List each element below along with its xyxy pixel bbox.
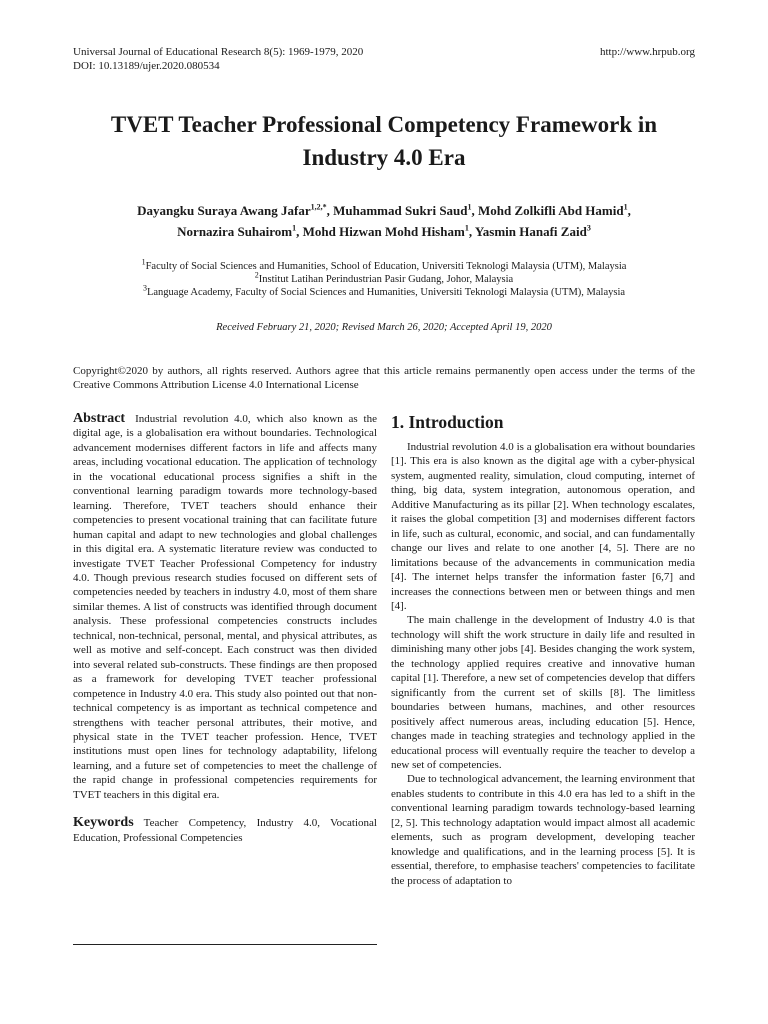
paper-title bbox=[40, 108, 728, 174]
author-sup: 1 bbox=[292, 223, 297, 233]
affiliation bbox=[40, 283, 728, 299]
author-sup: 3 bbox=[586, 223, 591, 233]
affiliation-sup: 2 bbox=[254, 270, 259, 280]
journal-url[interactable]: http://www.hrpub.org bbox=[599, 46, 695, 58]
section-heading-introduction: 1. Introduction bbox=[391, 412, 504, 432]
right-column bbox=[391, 412, 695, 888]
keywords-text: Teacher Competency, Industry 4.0, Vocational Education, Professional Competencies bbox=[73, 817, 377, 844]
author-sep: , bbox=[627, 203, 631, 218]
affiliation-text: Language Academy, Faculty of Social Sciences and Humanities, Universiti Teknologi Malaysia (UTM), Malaysia bbox=[146, 287, 626, 298]
author-list bbox=[40, 200, 728, 242]
author-line-1 bbox=[40, 200, 728, 221]
author-name: , Mohd Zolkifli Abd Hamid bbox=[471, 203, 624, 218]
doi[interactable]: DOI: 10.13189/ujer.2020.080534 bbox=[73, 60, 220, 72]
author-line-2 bbox=[40, 221, 728, 242]
author-sup: 1,2,* bbox=[310, 202, 327, 212]
left-column bbox=[73, 412, 377, 845]
author-name: , Muhammad Sukri Saud bbox=[326, 203, 468, 218]
journal-citation: Universal Journal of Educational Research 8(5): 1969-1979, 2020 bbox=[73, 46, 364, 58]
affiliation-text: Faculty of Social Sciences and Humanities, School of Education, Universiti Teknologi Malaysia (UTM), Malaysia bbox=[145, 261, 627, 272]
title-line-2: Industry 4.0 Era bbox=[302, 145, 466, 170]
copyright-notice: Copyright©2020 by authors, all rights reserved. Authors agree that this article remains permanently open access under the terms of the Creative Commons Attribution License 4.0 International License bbox=[73, 365, 695, 391]
abstract-label: Abstract bbox=[73, 411, 126, 426]
author-name: Dayangku Suraya Awang Jafar bbox=[137, 203, 311, 218]
author-name: , Mohd Hizwan Mohd Hisham bbox=[296, 224, 465, 239]
author-sup: 1 bbox=[464, 223, 469, 233]
author-sup: 1 bbox=[467, 202, 472, 212]
abstract bbox=[73, 412, 377, 802]
author-name: , Yasmin Hanafi Zaid bbox=[468, 224, 587, 239]
abstract-text: Industrial revolution 4.0, which also known as the digital age, is a globalisation era without boundaries. Technological advancement modernises different factors in life and affects many areas, including vocational education. The application of technology in the vocational educational process signifies a shift in the conventional learning paradigm towards more technology-based learning. Therefore, TVET teachers should enhance their competencies to present vocational training that can facilitate future human capital and adapt to new technologies and global challenges in this digital era. A systematic literature review was conducted to investigate TVET Teacher Professional Competency for industry 4.0. Though previous research studies focused on different sets of competencies needed by teachers in industry 4.0, most of them share similar themes. A list of constructs was identified through document analysis. These professional competencies constructs includes technical, non-technical, personal, mental, and physical attributes, as well as motive and self-concept. Each construct was then divided into several related sub-constructs. These findings are then proposed as a framework for developing TVET teacher professional competence in Industry 4.0 era. This study also pointed out that non-technical competency is as important as technical competence and strengthens with teacher personal attributes, their motive, and physical state in the TVET teacher profession. Hence, TVET institutions must open lines for technology adaptability, lifelong learning, and a future set of competencies to meet the challenge of the rapid change in professional competencies requirements for TVET teachers in this digital era. bbox=[73, 413, 377, 801]
author-sup: 1 bbox=[623, 202, 628, 212]
title-line-1: TVET Teacher Professional Competency Framework in bbox=[110, 112, 658, 137]
received-dates: Received February 21, 2020; Revised March 26, 2020; Accepted April 19, 2020 bbox=[216, 322, 552, 333]
author-name: Nornazira Suhairom bbox=[177, 224, 293, 239]
affiliation-sup: 1 bbox=[141, 257, 146, 267]
affiliation-text: Institut Latihan Perindustrian Pasir Gudang, Johor, Malaysia bbox=[258, 274, 514, 285]
footnote-divider bbox=[73, 944, 377, 945]
affiliations bbox=[40, 257, 728, 299]
affiliation bbox=[40, 257, 728, 273]
paragraph: Industrial revolution 4.0 is a globalisation era without boundaries [1]. This era is also known as the digital age with a cyber-physical system, augmented reality, simulation, cloud computing, internet of thing, big data, system integration, autonomous operation, and Additive Manufacturing as its pillar [2]. When technology escalates, it raises the global competition [3] and modernises different factors in life, such as cultural, economic, and social, and can fundamentally change our lives and relate to one another [4, 5]. There are no limitations because of the advancements in communication media [4]. The internet helps transfer the information faster [6,7] and increases the connections between men or between things and men [4]. bbox=[391, 441, 695, 612]
keywords-label: Keywords bbox=[73, 815, 134, 831]
paragraph: The main challenge in the development of Industry 4.0 is that technology will shift the work structure in daily life and resulted in diminishing many other jobs [4]. Besides changing the work system, the technology applied requires creative and innovative human capital [1]. Therefore, a new set of competencies develop that differs significantly from the current set of skills [8]. The limitless boundaries between humans, machines, and other resources positively affect numerous areas, including education [5]. Hence, changes made in teaching strategies and technology applied in the educational process will eventually require the teacher to develop a new set of competencies. bbox=[391, 614, 695, 771]
running-header-left bbox=[73, 45, 363, 73]
keywords bbox=[73, 816, 377, 845]
affiliation-sup: 3 bbox=[142, 283, 147, 293]
paragraph: Due to technological advancement, the learning environment that enables students to contribute in this 4.0 era has led to a shift in the conventional learning paradigm towards technology-based learning [2, 5]. This technology adaptation would impact almost all academic elements, such as program development, developing teacher knowledge and qualifications, and in the learning process [5]. It is essential, therefore, to emphasise teachers' competencies to facilitate the process of adaptation to bbox=[391, 773, 695, 887]
